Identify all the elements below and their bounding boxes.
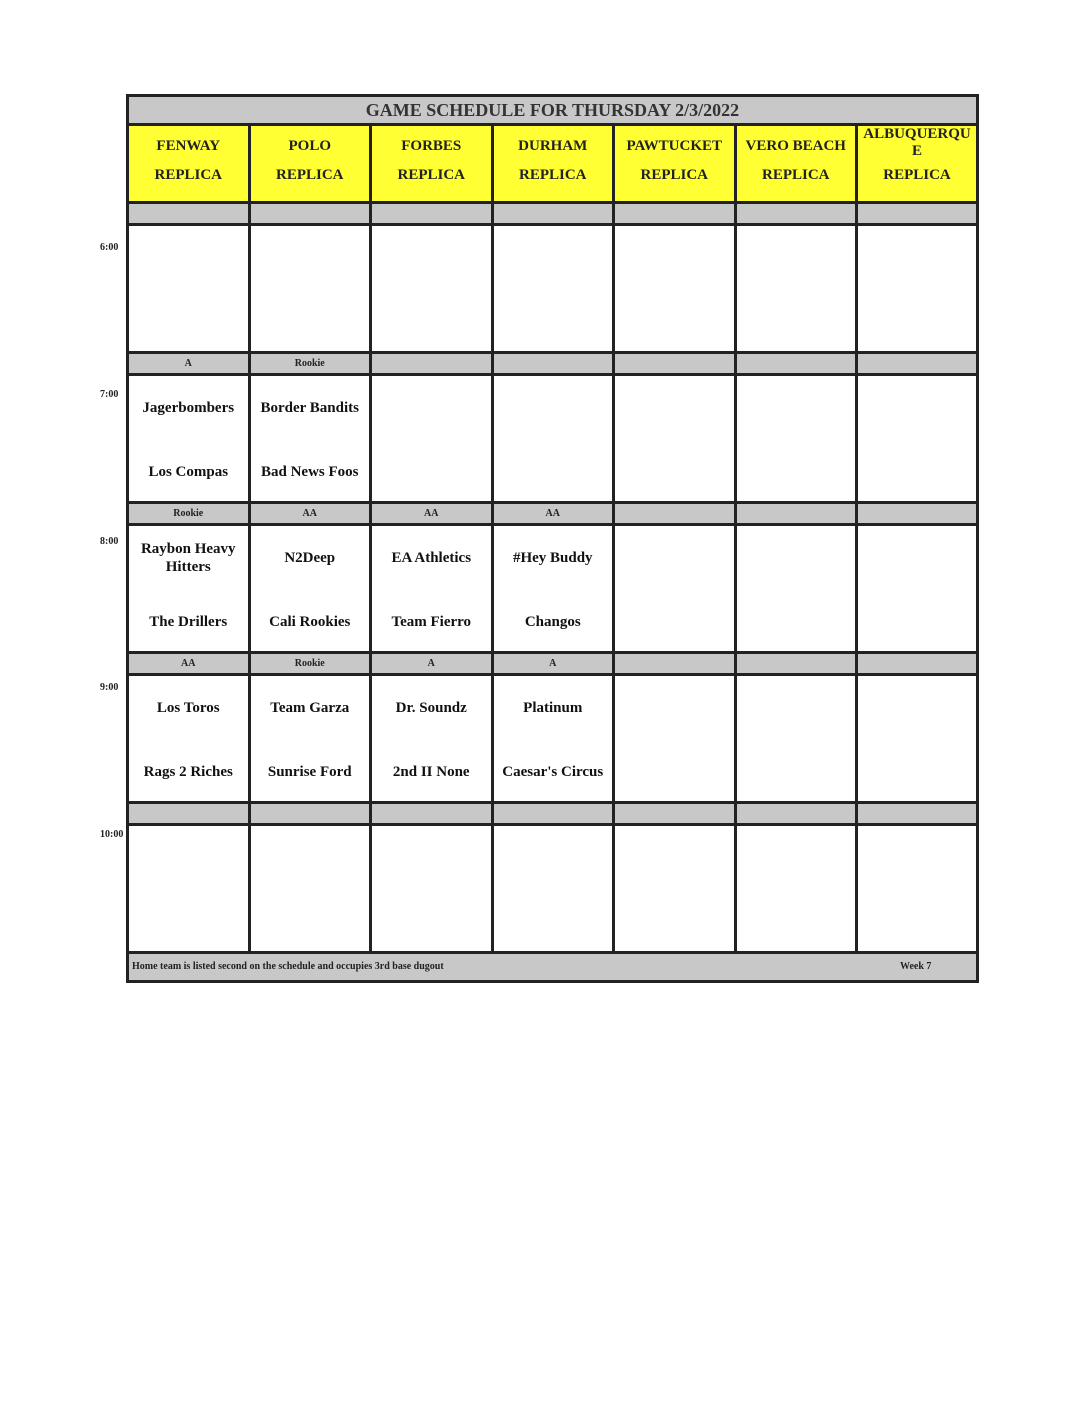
game-cell (615, 526, 737, 651)
game-cell (372, 526, 494, 651)
field-name: VERO BEACH (745, 138, 846, 154)
away-team: Team Garza (270, 700, 350, 716)
field-name: FORBES (401, 138, 462, 154)
division-label (737, 804, 859, 823)
field-name: ALBUQUERQUE (863, 126, 971, 159)
away-team: Platinum (523, 700, 583, 716)
away-team: Dr. Soundz (395, 700, 467, 716)
game-cell (737, 376, 859, 501)
home-team: Rags 2 Riches (143, 764, 233, 780)
time-label: 6:00 (100, 242, 119, 253)
division-label (372, 804, 494, 823)
game-cell (129, 226, 251, 351)
division-label (615, 204, 737, 223)
week-label: Week 7 (900, 961, 932, 972)
time-label: 9:00 (100, 682, 119, 693)
home-team: Caesar's Circus (502, 764, 604, 780)
game-cell (858, 676, 976, 801)
division-label (737, 204, 859, 223)
division-label (858, 654, 976, 673)
division-row (129, 804, 976, 826)
division-label (129, 804, 251, 823)
game-cell (494, 226, 616, 351)
game-cell (858, 226, 976, 351)
game-cell (251, 226, 373, 351)
game-cell (615, 826, 737, 951)
division-row (129, 654, 976, 676)
field-subtitle: REPLICA (761, 167, 830, 183)
schedule-title: GAME SCHEDULE FOR THURSDAY 2/3/2022 (129, 97, 976, 126)
division-label (737, 354, 859, 373)
division-label (372, 204, 494, 223)
game-cell (129, 826, 251, 951)
division-label (615, 654, 737, 673)
field-subtitle: REPLICA (883, 167, 951, 183)
game-cell (251, 676, 373, 801)
division-label (494, 204, 616, 223)
away-team: EA Athletics (391, 550, 472, 566)
division-row (129, 354, 976, 376)
schedule-table (126, 94, 979, 983)
away-team: Jagerbombers (142, 400, 235, 416)
game-cell (858, 826, 976, 951)
game-cell (129, 676, 251, 801)
game-cell (858, 526, 976, 651)
time-label: 8:00 (100, 536, 119, 547)
game-cell (737, 526, 859, 651)
home-team: Changos (524, 614, 581, 630)
division-label (615, 354, 737, 373)
division-label (858, 204, 976, 223)
division-label (494, 804, 616, 823)
field-header (372, 126, 494, 201)
game-cell (494, 676, 616, 801)
game-row (129, 226, 976, 354)
home-team: Team Fierro (391, 614, 472, 630)
division-label: Rookie (129, 504, 251, 523)
division-label (615, 804, 737, 823)
game-cell (372, 826, 494, 951)
away-team: N2Deep (284, 550, 336, 566)
field-subtitle: REPLICA (518, 167, 587, 183)
division-label: A (494, 654, 616, 673)
game-row (129, 526, 976, 654)
time-label: 10:00 (100, 829, 124, 840)
division-label (251, 804, 373, 823)
division-label (858, 504, 976, 523)
away-team: Raybon Heavy Hitters (140, 541, 236, 575)
game-cell (615, 376, 737, 501)
field-name: DURHAM (518, 138, 588, 154)
division-label (372, 354, 494, 373)
division-label: A (129, 354, 251, 373)
game-cell (129, 526, 251, 651)
game-cell (494, 526, 616, 651)
division-label (615, 504, 737, 523)
field-name: FENWAY (156, 138, 221, 154)
field-subtitle: REPLICA (397, 167, 465, 183)
game-row (129, 826, 976, 954)
home-team: Cali Rookies (269, 614, 351, 630)
home-team: The Drillers (149, 614, 228, 630)
field-subtitle: REPLICA (275, 167, 344, 183)
footer-bar (129, 954, 976, 980)
game-cell (251, 826, 373, 951)
field-subtitle: REPLICA (154, 167, 222, 183)
field-header (251, 126, 373, 201)
division-label: Rookie (251, 354, 373, 373)
away-team: #Hey Buddy (512, 550, 593, 566)
home-team: Sunrise Ford (267, 764, 352, 780)
home-team-note: Home team is listed second on the schedule and occupies 3rd base dugout (132, 961, 444, 972)
time-slots (129, 204, 976, 954)
game-cell (737, 676, 859, 801)
division-label (858, 804, 976, 823)
game-cell (129, 376, 251, 501)
field-header (615, 126, 737, 201)
field-header (737, 126, 859, 201)
field-header (129, 126, 251, 201)
division-label (251, 204, 373, 223)
division-label: A (372, 654, 494, 673)
field-name: PAWTUCKET (626, 138, 723, 154)
field-header (494, 126, 616, 201)
division-label (494, 354, 616, 373)
time-label: 7:00 (100, 389, 119, 400)
home-team: 2nd II None (392, 764, 470, 780)
game-cell (737, 826, 859, 951)
field-header-row (129, 126, 976, 204)
game-cell (372, 226, 494, 351)
game-cell (372, 376, 494, 501)
division-label: AA (494, 504, 616, 523)
division-label: AA (251, 504, 373, 523)
division-label (129, 204, 251, 223)
division-row (129, 504, 976, 526)
game-row (129, 376, 976, 504)
game-cell (615, 226, 737, 351)
division-label (737, 654, 859, 673)
game-cell (251, 526, 373, 651)
game-cell (372, 676, 494, 801)
game-row (129, 676, 976, 804)
field-subtitle: REPLICA (640, 167, 708, 183)
game-cell (858, 376, 976, 501)
game-cell (737, 226, 859, 351)
game-cell (251, 376, 373, 501)
division-row (129, 204, 976, 226)
division-label (737, 504, 859, 523)
division-label: AA (372, 504, 494, 523)
away-team: Border Bandits (260, 400, 359, 416)
division-label (858, 354, 976, 373)
division-label: Rookie (251, 654, 373, 673)
home-team: Bad News Foos (260, 464, 359, 480)
division-label: AA (129, 654, 251, 673)
home-team: Los Compas (148, 464, 229, 480)
game-cell (494, 376, 616, 501)
field-header (858, 126, 976, 201)
away-team: Los Toros (156, 700, 220, 716)
game-cell (494, 826, 616, 951)
game-cell (615, 676, 737, 801)
field-name: POLO (288, 138, 331, 154)
